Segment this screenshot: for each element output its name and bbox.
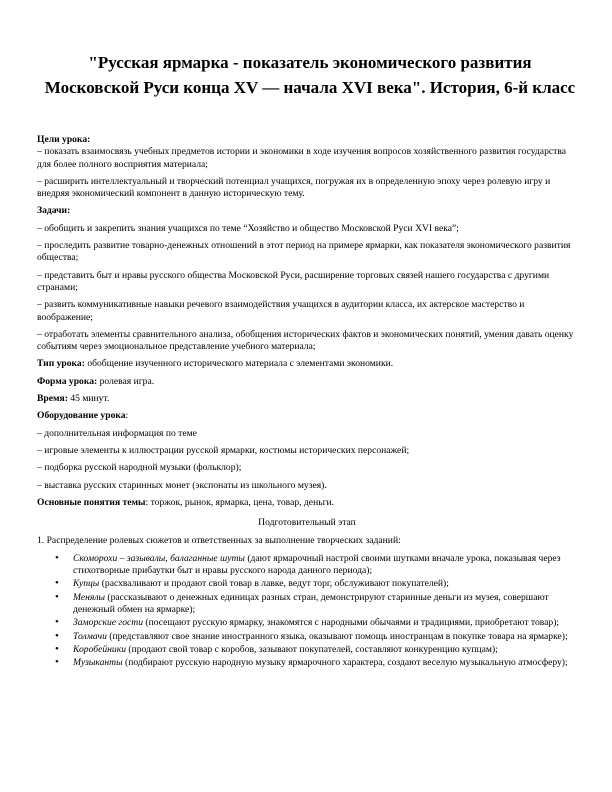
role-desc: (продают свой товар с коробов, зазывают покупателей, составляют конкуренцию купцам); (126, 643, 498, 655)
goal-item: – расширить интеллектуальный и творческий потенциал учащихся, погружая их в определенную эпоху через ролевую игру и внедряя экономический компонент в данную историческую тему. (37, 175, 551, 200)
lesson-time-label: Время: (37, 393, 68, 405)
lesson-form-value: ролевая игра. (97, 375, 155, 387)
task-item: – отработать элементы сравнительного анализа, обобщения исторических фактов и экономических понятий, умения давать оценку событиям через эмоциональное представление учебного материала; (37, 328, 574, 353)
task-item: – представить быт и нравы русского общества Московской Руси, расширение торговых связей нашего государства с другими странами; (37, 269, 550, 293)
lesson-form-label: Форма урока: (37, 375, 98, 387)
list-item (55, 577, 577, 590)
role-name: Купцы (73, 578, 100, 590)
roles-list (37, 553, 577, 670)
list-item (55, 616, 577, 629)
bullet-icon: • (55, 590, 59, 603)
goals-heading: Цели урока: (37, 134, 91, 145)
role-name: Музыканты (73, 657, 123, 669)
bullet-icon: • (55, 577, 59, 590)
lesson-type (37, 358, 577, 370)
document-title: "Русская ярмарка - показатель экономического развития Московской Руси конца XV — начала XVI века". История, 6-й класс (44, 53, 576, 97)
distribution-heading: 1. Распределение ролевых сюжетов и ответственных за выполнение творческих заданий: (37, 535, 401, 547)
role-name: Менялы (73, 591, 106, 603)
concepts-value: : торжок, рынок, ярмарка, цена, товар, деньги. (145, 496, 335, 508)
bullet-icon: • (55, 642, 59, 655)
bullet-icon: • (55, 656, 59, 669)
equipment-colon: : (125, 410, 129, 422)
lesson-time-value: 45 минут. (67, 393, 110, 405)
role-desc: (рассказывают о денежных единицах разных стран, демонстрируют старинные деньги из музея, совершают денежный обмен на ярмарке); (73, 591, 549, 615)
role-name: Скоморохи – зазывалы, балаганные шуты (73, 552, 245, 564)
role-name: Заморские гости (73, 617, 143, 629)
role-desc: (подбирают русскую народную музыку ярмарочного характера, создают веселую музыкальную атмосферу); (122, 657, 568, 669)
equipment-item: – игровые элементы к иллюстрации русской ярмарки, костюмы исторических персонажей; (37, 444, 410, 456)
task-item: – обобщить и закрепить знания учащихся по теме “Хозяйство и общество Московской Руси XVI века”; (37, 222, 459, 234)
goal-item: – показать взаимосвязь учебных предметов истории и экономики в ходе изучения вопросов хозяйственного развития государства для более полного восприятия материала; (37, 146, 566, 170)
bullet-icon: • (55, 616, 59, 629)
tasks-heading: Задачи: (37, 205, 71, 217)
lesson-type-label: Тип урока: (37, 358, 85, 370)
role-name: Толмачи (73, 630, 107, 642)
task-item: – развить коммуникативные навыки речевого взаимодействия учащихся в аудитории класса, их актерское мастерство и воображение; (37, 299, 525, 323)
list-item (55, 629, 577, 643)
role-desc: (посещают русскую ярмарку, знакомятся с народными обычаями и традициями, приобретают товар); (143, 617, 560, 629)
list-item (55, 590, 577, 617)
role-desc: (представляют свое знание иностранного языка, оказывают помощь иностранцам в покупке товара на ярмарке); (106, 630, 568, 642)
concepts (37, 497, 577, 509)
bullet-icon: • (55, 551, 59, 564)
role-desc: (дают ярмарочный настрой своими шутками вначале урока, показывая через стихотворные прибаутки быт и нравы русского народа данного периода); (73, 552, 561, 577)
bullet-icon: • (55, 629, 59, 642)
list-item (55, 551, 577, 578)
equipment-label: Оборудование урока (37, 410, 126, 422)
equipment-item: – выставка русских старинных монет (экспонаты из школьного музея). (37, 479, 327, 491)
equipment-item: – подборка русской народной музыки (фольклор); (37, 462, 242, 474)
stage-heading: Подготовительный этап (258, 517, 356, 529)
lesson-type-value: обобщение изученного исторического материала с элементами экономики. (84, 358, 394, 370)
task-item: – проследить развитие товарно-денежных отношений в этот период на примере ярмарки, как показателя экономического развития общества; (37, 240, 571, 264)
list-item (55, 642, 577, 656)
equipment-item: – дополнительная информация по теме (37, 427, 197, 439)
lesson-form (37, 376, 577, 388)
document-body (37, 134, 577, 670)
list-item (55, 656, 577, 669)
equipment-heading (37, 410, 577, 422)
role-desc: (расхваливают и продают свой товар в лавке, ведут торг, обслуживают покупателей); (99, 578, 449, 590)
lesson-time (37, 393, 577, 405)
concepts-label: Основные понятия темы (37, 496, 146, 508)
role-name: Коробейники (73, 643, 126, 655)
